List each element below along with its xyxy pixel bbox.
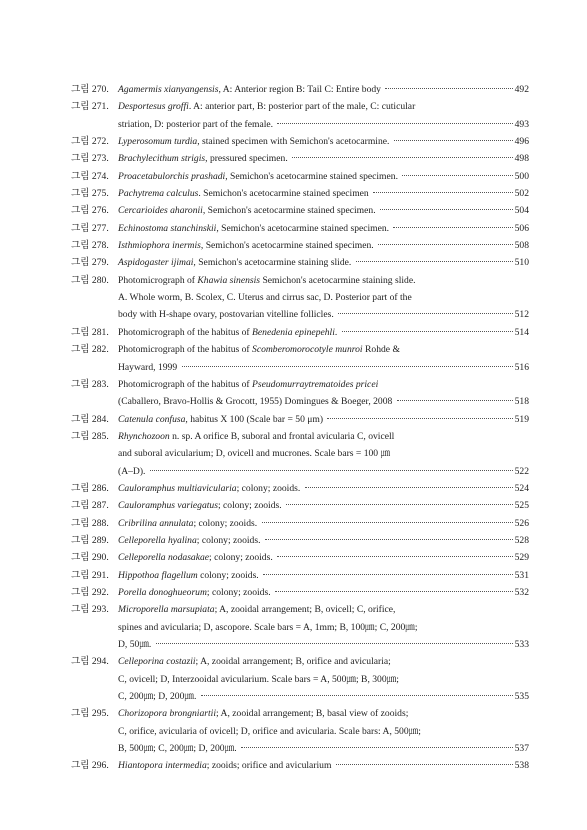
caption-text: ; A, zooidal arrangement; B, orifice and avicularia;: [195, 656, 391, 668]
caption-text: D, 50㎛.: [118, 639, 154, 650]
figure-caption: [118, 480, 529, 497]
figure-caption: [118, 549, 529, 566]
dot-leader: [378, 244, 513, 245]
page-number: 510: [514, 257, 529, 269]
species-name: Celleporella nodasakae: [118, 552, 210, 564]
figure-number: 그림 291.: [71, 569, 109, 581]
figure-number: 그림 271.: [71, 101, 109, 113]
caption-text: , pressured specimen.: [205, 153, 291, 165]
species-name: Hippothoa flagellum: [118, 569, 198, 581]
caption-line: [118, 653, 529, 670]
caption-line: [118, 185, 529, 202]
caption-line: [118, 601, 529, 618]
figure-caption: [118, 254, 529, 271]
page-number: 504: [514, 205, 529, 217]
page-number: 524: [514, 482, 529, 494]
figure-caption: [118, 98, 529, 133]
caption-line: [118, 237, 529, 254]
species-name: Echinostoma stanchinskii: [118, 222, 217, 234]
dot-leader: [201, 695, 513, 696]
caption-line: [118, 567, 529, 584]
figure-list: [71, 81, 529, 775]
page-number: 538: [514, 760, 529, 772]
figure-entry: [71, 202, 529, 219]
figure-number: 그림 279.: [71, 257, 109, 269]
species-name: Brachylecithum strigis: [118, 153, 206, 165]
dot-leader: [292, 157, 512, 158]
page-number: 528: [514, 534, 529, 546]
caption-text: , Semichon's acetocarmine stained specimen.: [200, 240, 377, 252]
species-name: Khawia sinensis: [197, 274, 261, 286]
dot-leader: [380, 209, 513, 210]
dot-leader: [277, 556, 512, 557]
figure-number: 그림 285.: [71, 430, 109, 442]
species-name: Desportesus groffi: [118, 101, 189, 113]
figure-entry: [71, 584, 529, 601]
figure-number: 그림 287.: [71, 500, 109, 512]
caption-text: B, 500㎛; C, 200㎛; D, 200㎛.: [118, 743, 239, 755]
caption-line: [118, 480, 529, 497]
page-number: 532: [514, 586, 529, 598]
figure-entry: [71, 757, 529, 774]
caption-line: [118, 463, 529, 480]
caption-text: , Semichon's acetocarmine stained specimen.: [202, 205, 378, 217]
dot-leader: [305, 487, 513, 488]
figure-caption: [118, 757, 529, 774]
caption-line: [118, 515, 529, 532]
figure-number: 그림 276.: [71, 205, 109, 217]
figure-caption: [118, 341, 529, 376]
page-number: 500: [514, 170, 529, 182]
page-number: 493: [514, 118, 529, 130]
caption-line: [118, 757, 529, 774]
figure-entry: [71, 567, 529, 584]
caption-text: C, 200㎛; D, 200㎛.: [118, 691, 199, 703]
caption-text: ; A, zooidal arrangement; B, basal view of zooids;: [216, 708, 409, 720]
caption-line: [118, 584, 529, 601]
page-number: 496: [514, 136, 529, 148]
figure-caption: [118, 411, 529, 428]
page-number: 531: [514, 569, 529, 581]
caption-line: [118, 81, 529, 98]
figure-number: 그림 286.: [71, 482, 109, 494]
caption-line: [118, 341, 529, 358]
dot-leader: [265, 539, 513, 540]
species-name: Chorizopora brongniartii: [118, 708, 216, 720]
caption-text: A. Whole worm, B. Scolex, C. Uterus and cirrus sac, D. Posterior part of the: [118, 292, 412, 304]
figure-entry: [71, 549, 529, 566]
caption-text: Photomicrograph of the habitus of: [118, 378, 253, 390]
figure-caption: [118, 376, 529, 411]
figure-number: 그림 280.: [71, 274, 109, 286]
species-name: Celleporina costazii: [118, 656, 196, 668]
figure-entry: [71, 98, 529, 133]
caption-text: Photomicrograph of the habitus of: [118, 326, 253, 338]
dot-leader: [150, 470, 513, 471]
figure-entry: [71, 237, 529, 254]
page-number: 535: [514, 691, 529, 703]
figure-caption: [118, 428, 529, 480]
dot-leader: [393, 227, 512, 228]
figure-caption: [118, 601, 529, 653]
species-name: Cercarioides aharonii: [118, 205, 203, 217]
caption-line: [118, 220, 529, 237]
figure-caption: [118, 324, 529, 341]
caption-text: , habitus X 100 (Scale bar = 50 μm): [185, 413, 326, 425]
page-number: 498: [514, 153, 529, 165]
caption-text: n. sp. A orifice B, suboral and frontal avicularia C, ovicell: [169, 430, 395, 442]
species-name: Hiantopora intermedia: [118, 760, 207, 772]
figure-caption: [118, 202, 529, 219]
species-name: Scomberomorocotyle munroi: [252, 344, 363, 356]
caption-line: [118, 116, 529, 133]
caption-text: ; colony; zooids.: [236, 482, 303, 494]
caption-line: [118, 272, 529, 289]
figure-number: 그림 273.: [71, 153, 109, 165]
figure-caption: [118, 497, 529, 514]
caption-text: Photomicrograph of the habitus of: [118, 344, 253, 356]
figure-number: 그림 284.: [71, 413, 109, 425]
caption-line: [118, 202, 529, 219]
caption-text: ; colony; zooids.: [209, 552, 276, 564]
species-name: Celleporella hyalina: [118, 534, 197, 546]
species-name: Catenula confusa: [118, 413, 186, 425]
caption-line: [118, 150, 529, 167]
caption-line: [118, 306, 529, 323]
figure-entry: [71, 185, 529, 202]
species-name: Lyperosomum turdia: [118, 136, 198, 148]
figure-caption: [118, 515, 529, 532]
figure-number: 그림 283.: [71, 378, 109, 390]
caption-text: C, ovicell; D, Interzooidal avicularium. Scale bars = A, 500㎛; B, 300㎛;: [118, 673, 399, 685]
figure-number: 그림 290.: [71, 552, 109, 564]
caption-line: [118, 359, 529, 376]
figure-number: 그림 278.: [71, 240, 109, 252]
page-number: 529: [514, 552, 529, 564]
species-name: Benedenia epinepehli: [252, 326, 335, 338]
caption-text: ; zooids; orifice and avicularium: [206, 760, 334, 772]
figure-caption: [118, 272, 529, 324]
figure-entry: [71, 133, 529, 150]
figure-number: 그림 288.: [71, 517, 109, 529]
caption-text: ; colony; zooids.: [217, 500, 285, 512]
figure-caption: [118, 220, 529, 237]
species-name: Microporella marsupiata: [118, 604, 215, 616]
figure-entry: [71, 81, 529, 98]
caption-line: [118, 497, 529, 514]
figure-number: 그림 281.: [71, 326, 109, 338]
dot-leader: [277, 123, 512, 124]
caption-line: [118, 254, 529, 271]
caption-line: [118, 636, 529, 653]
dot-leader: [394, 140, 513, 141]
figure-number: 그림 282.: [71, 344, 109, 356]
caption-text: .: [334, 326, 340, 338]
caption-line: [118, 393, 529, 410]
figure-number: 그림 292.: [71, 586, 109, 598]
caption-text: . Semichon's acetocarmine stained specimen: [198, 188, 372, 200]
caption-line: [118, 289, 529, 306]
caption-line: [118, 688, 529, 705]
species-name: Proacetabulorchis prashadi: [118, 170, 226, 182]
page-number: 537: [514, 743, 529, 755]
caption-line: [118, 98, 529, 115]
figure-entry: [71, 532, 529, 549]
page-number: 492: [514, 84, 529, 95]
caption-line: [118, 723, 529, 740]
caption-line: [118, 133, 529, 150]
figure-number: 그림 270.: [71, 84, 109, 95]
figure-entry: [71, 272, 529, 324]
page-number: 533: [514, 639, 529, 650]
figure-number: 그림 295.: [71, 708, 109, 720]
figure-number: 그림 289.: [71, 534, 109, 546]
species-name: Porella donoghueorum: [118, 586, 207, 598]
figure-entry: [71, 168, 529, 185]
caption-text: Hayward, 1999: [118, 361, 180, 373]
dot-leader: [262, 522, 513, 523]
caption-text: and suboral avicularium; D, ovicell and mucrones. Scale bars = 100 ㎛: [118, 448, 391, 460]
figure-caption: [118, 532, 529, 549]
dot-leader: [241, 747, 513, 748]
caption-line: [118, 411, 529, 428]
figure-entry: [71, 480, 529, 497]
species-name: Aspidogaster ijimai: [118, 257, 194, 269]
figure-entry: [71, 497, 529, 514]
figure-entry: [71, 324, 529, 341]
caption-text: Photomicrograph of: [118, 274, 198, 286]
caption-line: [118, 428, 529, 445]
figure-entry: [71, 341, 529, 376]
figure-caption: [118, 133, 529, 150]
figure-entry: [71, 705, 529, 757]
dot-leader: [182, 366, 513, 367]
caption-text: body with H-shape ovary, postovarian vitelline follicles.: [118, 309, 337, 321]
page-number: 508: [514, 240, 529, 252]
dot-leader: [397, 400, 513, 401]
figure-entry: [71, 653, 529, 705]
caption-line: [118, 549, 529, 566]
dot-leader: [327, 418, 512, 419]
caption-line: [118, 445, 529, 462]
caption-text: (Caballero, Bravo-Hollis & Grocott, 1955) Domingues & Boeger, 2008: [118, 396, 395, 408]
figure-caption: [118, 168, 529, 185]
caption-line: [118, 619, 529, 636]
figure-entry: [71, 220, 529, 237]
figure-caption: [118, 150, 529, 167]
figure-number: 그림 274.: [71, 170, 109, 182]
caption-line: [118, 376, 529, 393]
figure-caption: [118, 705, 529, 757]
page-number: 514: [514, 326, 529, 338]
caption-line: [118, 324, 529, 341]
figure-number: 그림 296.: [71, 760, 109, 772]
page-number: 506: [514, 222, 529, 234]
caption-text: (A–D).: [118, 465, 148, 477]
figure-caption: [118, 567, 529, 584]
page-number: 522: [514, 465, 529, 477]
species-name: Pachytrema calculus: [118, 188, 199, 200]
species-name: Cauloramphus variegatus: [118, 500, 218, 512]
figure-caption: [118, 584, 529, 601]
figure-caption: [118, 653, 529, 705]
species-name: Rhynchozoon: [118, 430, 170, 442]
dot-leader: [275, 591, 513, 592]
figure-number: 그림 277.: [71, 222, 109, 234]
figure-caption: [118, 237, 529, 254]
page-number: 519: [514, 413, 529, 425]
dot-leader: [286, 504, 513, 505]
page-number: 526: [514, 517, 529, 529]
dot-leader: [263, 574, 513, 575]
caption-text: , Semichon's acetocarmine stained specimen.: [225, 170, 401, 182]
dot-leader: [373, 192, 512, 193]
figure-entry: [71, 376, 529, 411]
caption-text: ; colony; zooids.: [206, 586, 274, 598]
species-name: Pseudomurraytrematoides pricei: [252, 378, 379, 390]
caption-line: [118, 671, 529, 688]
dot-leader: [385, 88, 512, 89]
figure-entry: [71, 515, 529, 532]
dot-leader: [342, 331, 513, 332]
caption-text: , A: Anterior region B: Tail C: Entire body: [218, 84, 384, 95]
dot-leader: [338, 313, 512, 314]
caption-text: C, orifice, avicularia of ovicell; D, orifice and avicularia. Scale bars: A, 500㎛;: [118, 725, 421, 737]
caption-text: , stained specimen with Semichon's acetocarmine.: [197, 136, 392, 148]
figure-entry: [71, 150, 529, 167]
page-number: 525: [514, 500, 529, 512]
figure-number: 그림 293.: [71, 604, 109, 616]
dot-leader: [156, 643, 513, 644]
caption-line: [118, 705, 529, 722]
caption-text: ; A, zooidal arrangement; B, ovicell; C, orifice,: [214, 604, 396, 616]
page-number: 502: [514, 188, 529, 200]
figure-entry: [71, 254, 529, 271]
figure-entry: [71, 428, 529, 480]
figure-entry: [71, 601, 529, 653]
species-name: Cribrilina annulata: [118, 517, 194, 529]
species-name: Isthmiophora inermis: [118, 240, 201, 252]
figure-caption: [118, 81, 529, 98]
caption-text: Rohde &: [362, 344, 400, 356]
caption-text: Semichon's acetocarmine staining slide.: [260, 274, 416, 286]
dot-leader: [336, 764, 513, 765]
caption-line: [118, 740, 529, 757]
caption-text: , Semichon's acetocarmine staining slide.: [193, 257, 354, 269]
page-number: 516: [514, 361, 529, 373]
caption-text: ; colony; zooids.: [196, 534, 263, 546]
figure-number: 그림 294.: [71, 656, 109, 668]
dot-leader: [356, 261, 513, 262]
figure-caption: [118, 185, 529, 202]
caption-text: striation, D: posterior part of the female.: [118, 118, 276, 130]
caption-text: ; colony; zooids.: [193, 517, 260, 529]
species-name: Agamermis xianyangensis: [118, 84, 219, 95]
caption-line: [118, 168, 529, 185]
caption-text: , Semichon's acetocarmine stained specimen.: [216, 222, 392, 234]
caption-line: [118, 532, 529, 549]
caption-text: . A: anterior part, B: posterior part of the male, C: cuticular: [188, 101, 416, 113]
species-name: Cauloramphus multiavicularia: [118, 482, 237, 494]
page-number: 512: [514, 309, 529, 321]
caption-text: colony; zooids.: [197, 569, 262, 581]
figure-number: 그림 275.: [71, 188, 109, 200]
figure-number: 그림 272.: [71, 136, 109, 148]
dot-leader: [402, 175, 512, 176]
page-number: 518: [514, 396, 529, 408]
caption-text: spines and avicularia; D, ascopore. Scale bars = A, 1mm; B, 100㎛; C, 200㎛;: [118, 621, 418, 633]
figure-entry: [71, 411, 529, 428]
